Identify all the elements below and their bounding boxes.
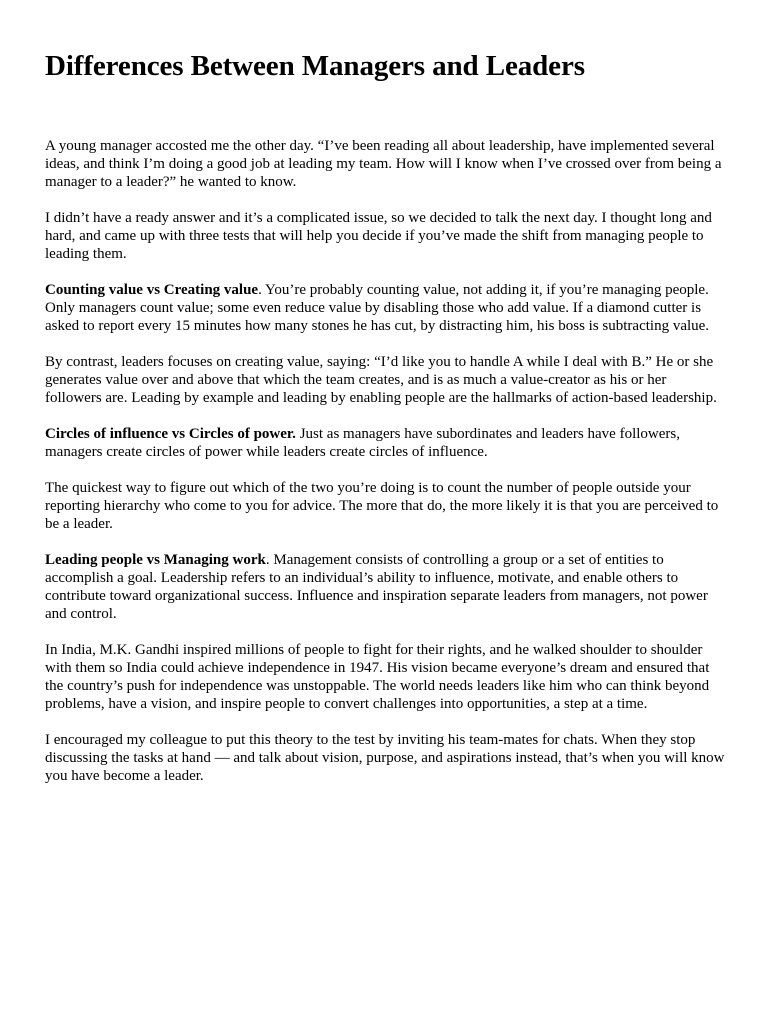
paragraph-text: . You’re probably counting value, not adding it, if you’re managing people. Only managers count value; some even reduce value by disabling those who add value. If a diamond cutter is asked to report every 15 minutes how many stones he has cut, by distracting him, his boss is subtracting value. xyxy=(45,282,710,334)
document-page xyxy=(45,0,725,803)
page-title: Differences Between Managers and Leaders xyxy=(45,50,585,82)
paragraph-text: I didn’t have a ready answer and it’s a complicated issue, so we decided to talk the next day. I thought long and hard, and came up with three tests that will help you decide if you’ve made the shift from managing people to leading them. xyxy=(45,210,712,262)
paragraph-text: In India, M.K. Gandhi inspired millions of people to fight for their rights, and he walked shoulder to shoulder with them so India could achieve independence in 1947. His vision became everyone’s dream and ensured that the country’s push for independence was unstoppable. The world needs leaders like him who can think beyond problems, have a vision, and inspire people to convert challenges into opportunities, a step at a time. xyxy=(45,642,710,712)
paragraph-leading-people xyxy=(45,551,725,623)
paragraph-text: A young manager accosted me the other day. “I’ve been reading all about leadership, have implemented several ideas, and think I’m doing a good job at leading my team. How will I know when I’ve crossed over from being a manager to a leader?” he wanted to know. xyxy=(45,138,722,190)
paragraph-counting-value xyxy=(45,281,725,335)
paragraph-lead-heading: Circles of influence vs Circles of power. xyxy=(45,426,296,442)
paragraph-text: . Management consists of controlling a group or a set of entities to accomplish a goal. Leadership refers to an individual’s ability to influence, motivate, and enable others to contribute toward organizational success. Influence and inspiration separate leaders from managers, not power and control. xyxy=(45,552,708,622)
paragraph-circles xyxy=(45,425,725,461)
paragraph-lead-heading: Leading people vs Managing work xyxy=(45,552,266,568)
paragraph-quickest-way xyxy=(45,479,725,533)
paragraph-text: By contrast, leaders focuses on creating value, saying: “I’d like you to handle A while I deal with B.” He or she generates value over and above that which the team creates, and is as much a value-creator as his or her followers are. Leading by example and leading by enabling people are the hallmarks of action-based leadership. xyxy=(45,354,717,406)
article-body xyxy=(45,137,725,785)
paragraph-setup xyxy=(45,209,725,263)
paragraph-text: Just as managers have subordinates and leaders have followers, managers create circles of power while leaders create circles of influence. xyxy=(45,426,680,460)
paragraph-conclusion xyxy=(45,731,725,785)
paragraph-gandhi xyxy=(45,641,725,713)
paragraph-intro xyxy=(45,137,725,191)
paragraph-text: I encouraged my colleague to put this theory to the test by inviting his team-mates for chats. When they stop discussing the tasks at hand — and talk about vision, purpose, and aspirations instead, that’s when you will know you have become a leader. xyxy=(45,732,725,784)
paragraph-text: The quickest way to figure out which of the two you’re doing is to count the number of people outside your reporting hierarchy who come to you for advice. The more that do, the more likely it is that you are perceived to be a leader. xyxy=(45,480,719,532)
paragraph-lead-heading: Counting value vs Creating value xyxy=(45,282,259,298)
paragraph-creating-value xyxy=(45,353,725,407)
